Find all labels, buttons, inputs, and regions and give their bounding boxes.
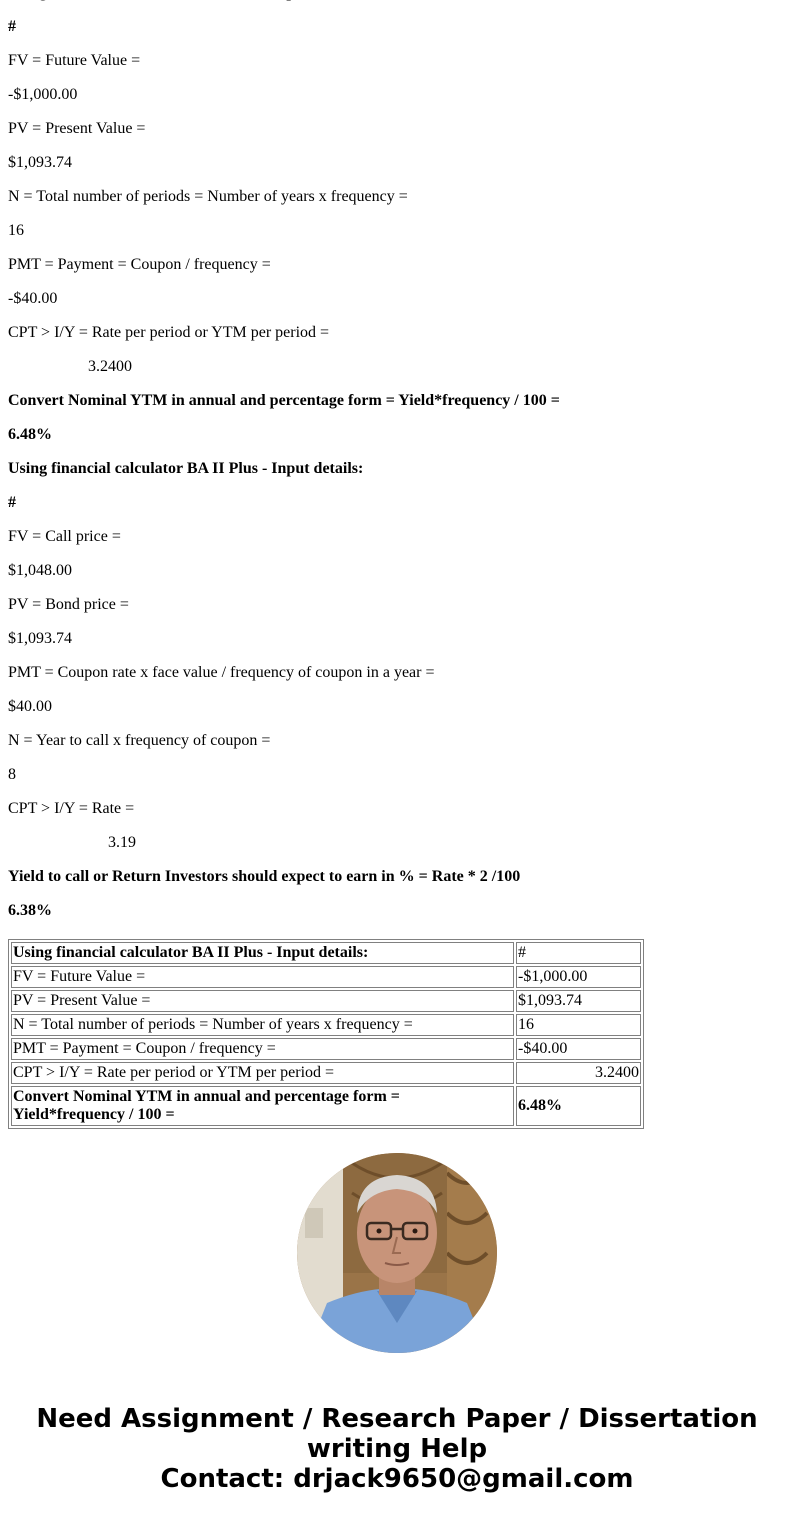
table-cell-value: $1,093.74 [516, 990, 641, 1012]
section2-pmt-label: PMT = Coupon rate x face value / frequency of coupon in a year = [8, 664, 435, 681]
table-row [11, 1086, 641, 1126]
section2-pmt-value: $40.00 [8, 698, 52, 715]
section2-yield-label: Yield to call or Return Investors should expect to earn in % = Rate * 2 /100 [8, 868, 521, 885]
table-cell-label: Using financial calculator BA II Plus - Input details: [11, 942, 514, 964]
promo-banner [0, 1404, 794, 1494]
section1-pmt-label: PMT = Payment = Coupon / frequency = [8, 256, 271, 273]
table-cell-value: -$1,000.00 [516, 966, 641, 988]
section1-cpt-label: CPT > I/Y = Rate per period or YTM per period = [8, 324, 330, 341]
section1-heading [8, 0, 788, 2]
section2-hash: # [8, 494, 16, 511]
section1-fv-value: -$1,000.00 [8, 86, 78, 103]
section2-yield-value: 6.38% [8, 902, 52, 919]
table-row [11, 966, 641, 988]
section2-fv-label: FV = Call price = [8, 528, 121, 545]
section1-n-value: 16 [8, 222, 24, 239]
table-cell-value: # [516, 942, 641, 964]
section1-hash: # [8, 18, 16, 35]
table-cell-label: Convert Nominal YTM in annual and percentage form = Yield*frequency / 100 = [11, 1086, 514, 1126]
section2-pv-value: $1,093.74 [8, 630, 72, 647]
section1-pmt-value: -$40.00 [8, 290, 58, 307]
table-cell-label: PV = Present Value = [11, 990, 514, 1012]
section1-fv-label: FV = Future Value = [8, 52, 141, 69]
table-cell-label: N = Total number of periods = Number of years x frequency = [11, 1014, 514, 1036]
section1-convert-value: 6.48% [8, 426, 52, 443]
author-avatar [297, 1153, 497, 1353]
table-row [11, 942, 641, 964]
section2-heading: Using financial calculator BA II Plus - Input details: [8, 460, 364, 477]
calculator-input-table [8, 939, 644, 1129]
promo-line-1: Need Assignment / Research Paper / Dissertation [36, 1404, 758, 1434]
section1-pv-value: $1,093.74 [8, 154, 72, 171]
table-row [11, 1038, 641, 1060]
document-body [8, 0, 788, 936]
promo-line-2: writing Help [306, 1434, 488, 1464]
table-row [11, 1062, 641, 1084]
section2-pv-label: PV = Bond price = [8, 596, 129, 613]
table-cell-value: 16 [516, 1014, 641, 1036]
table-row [11, 990, 641, 1012]
table-cell-label: PMT = Payment = Coupon / frequency = [11, 1038, 514, 1060]
table-cell-value: -$40.00 [516, 1038, 641, 1060]
section1-convert-label: Convert Nominal YTM in annual and percentage form = Yield*frequency / 100 = [8, 392, 560, 409]
table-row [11, 1014, 641, 1036]
table-cell-label: CPT > I/Y = Rate per period or YTM per period = [11, 1062, 514, 1084]
section2-cpt-label: CPT > I/Y = Rate = [8, 800, 135, 817]
section1-cpt-value: 3.2400 [88, 358, 132, 375]
section1-pv-label: PV = Present Value = [8, 120, 146, 137]
promo-contact: Contact: drjack9650@gmail.com [160, 1464, 634, 1494]
section2-fv-value: $1,048.00 [8, 562, 72, 579]
section2-n-label: N = Year to call x frequency of coupon = [8, 732, 271, 749]
section2-cpt-value: 3.19 [108, 834, 136, 851]
section2-n-value: 8 [8, 766, 16, 783]
table-cell-value: 6.48% [516, 1086, 641, 1126]
section1-n-label: N = Total number of periods = Number of years x frequency = [8, 188, 408, 205]
table-cell-value: 3.2400 [516, 1062, 641, 1084]
table-cell-label: FV = Future Value = [11, 966, 514, 988]
